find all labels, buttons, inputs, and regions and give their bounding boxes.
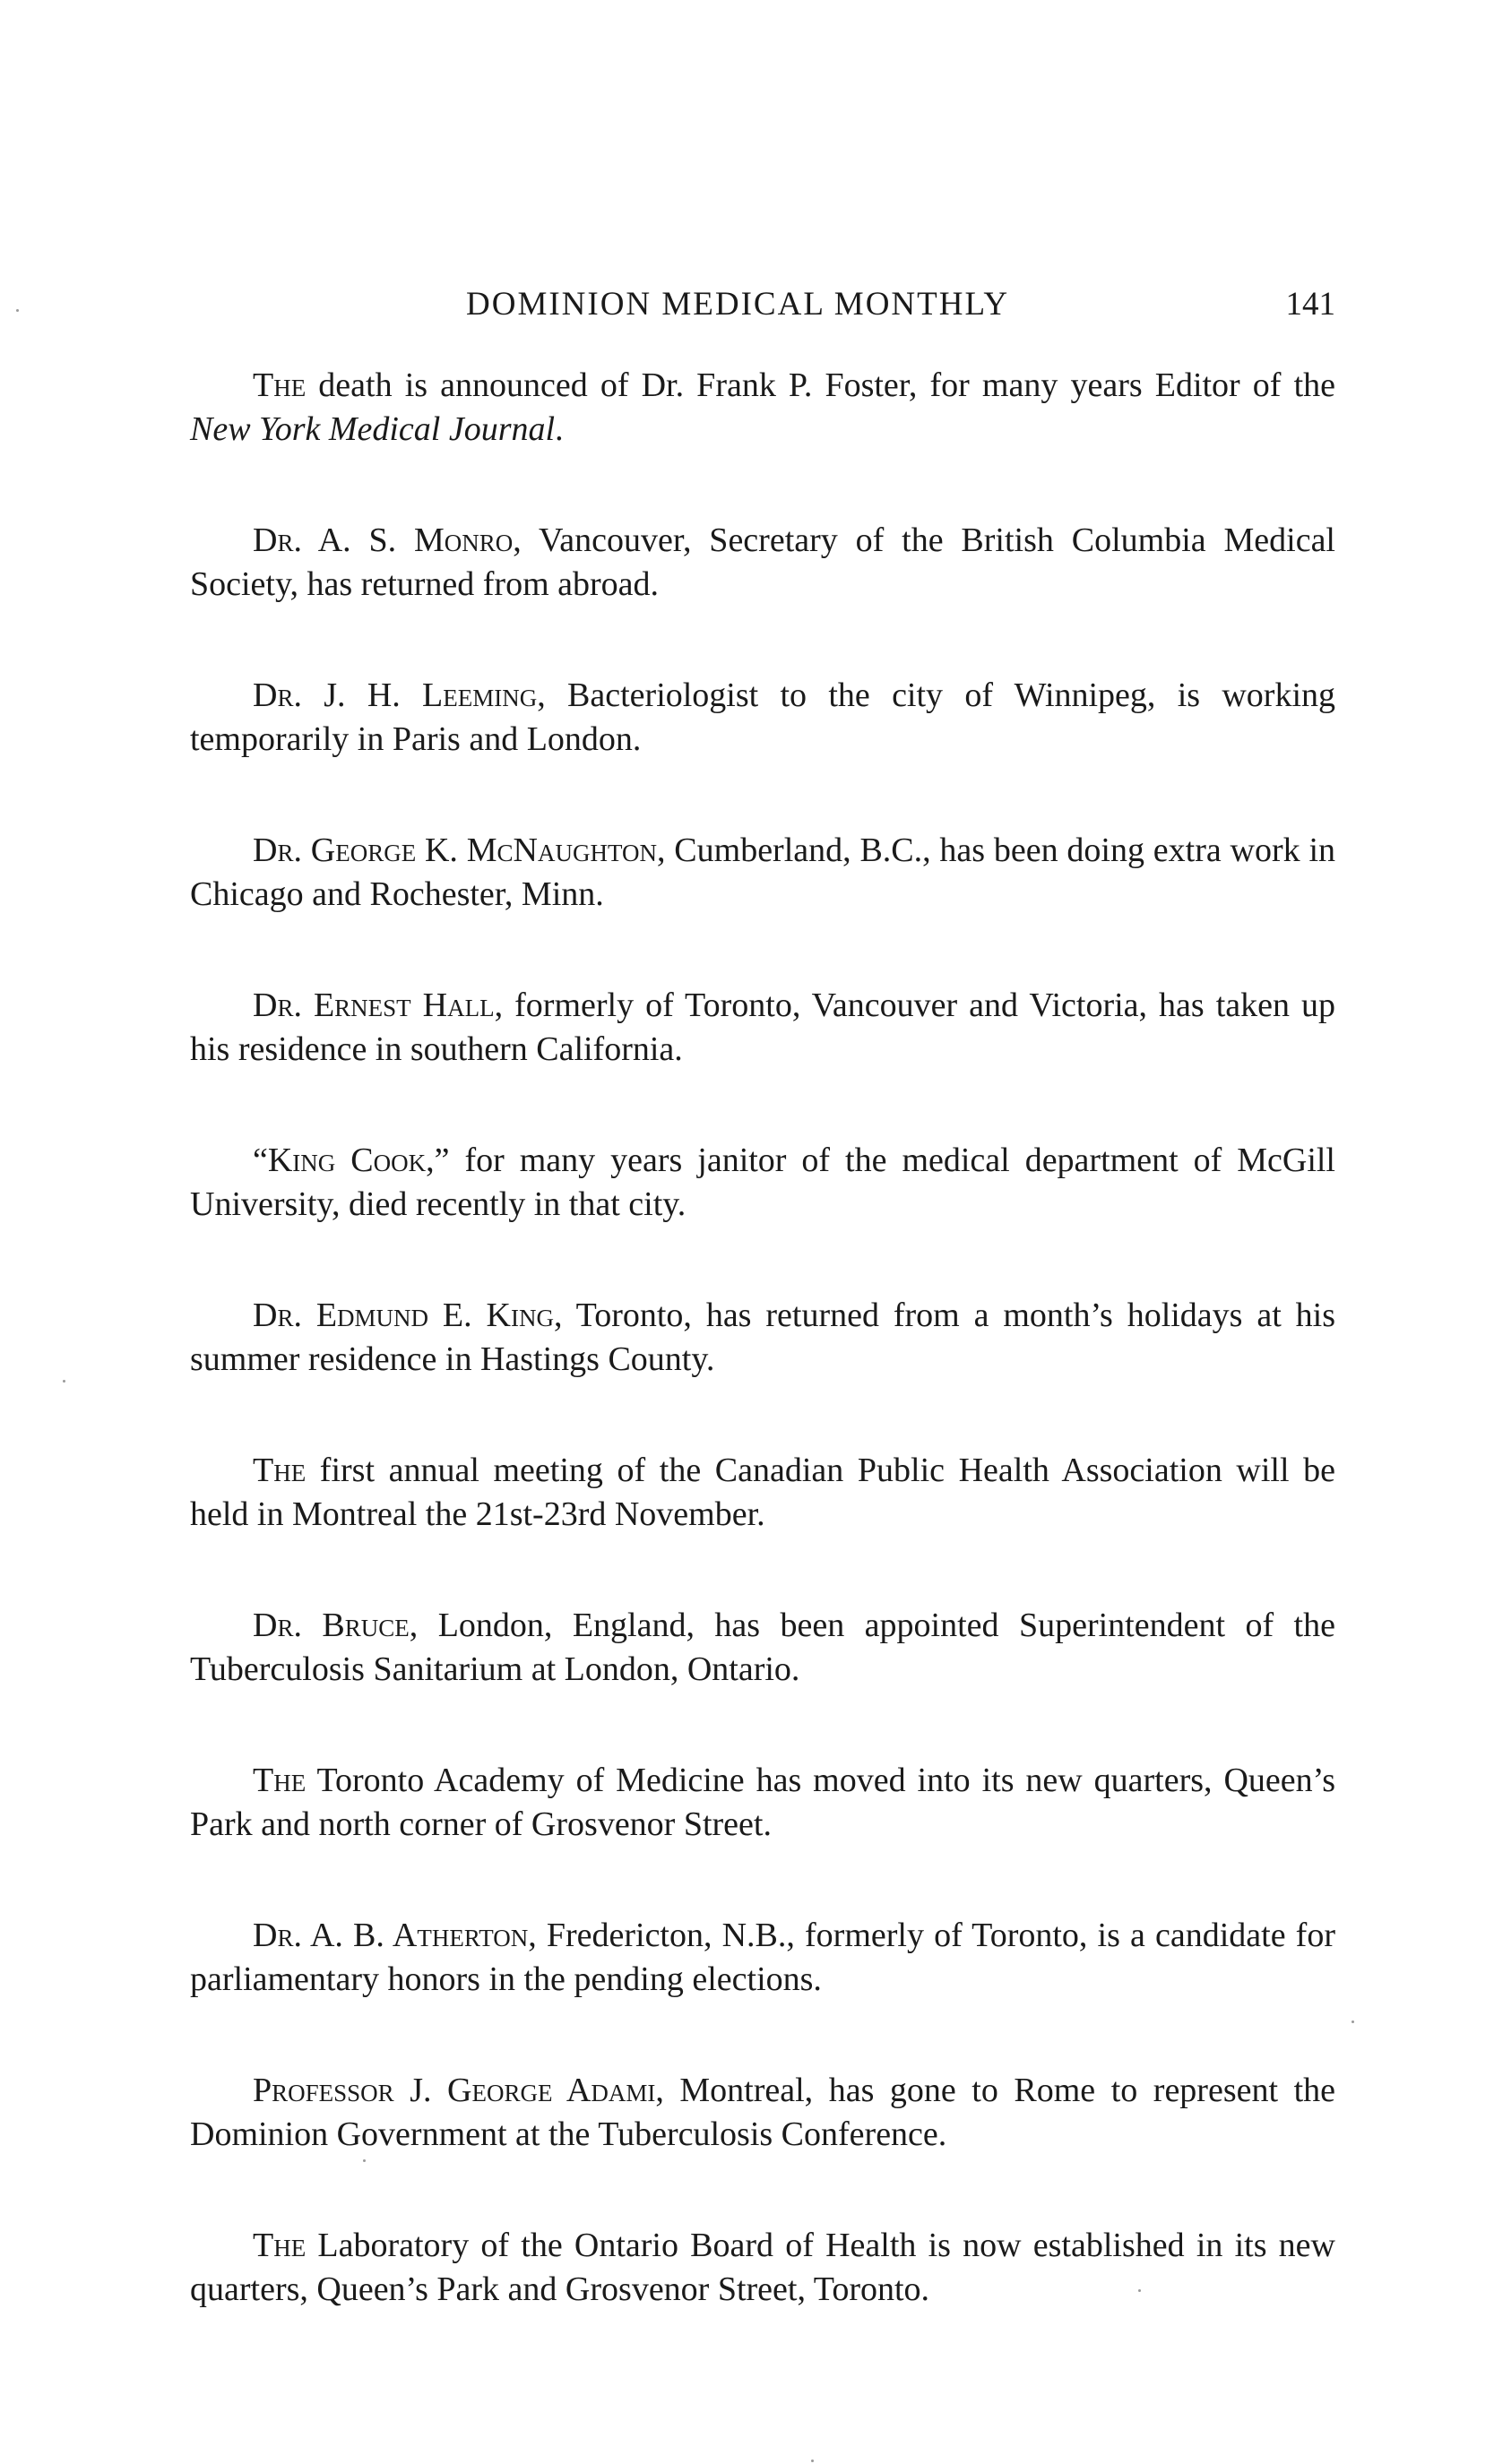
item-text: Bacteriologist to the city of Winnipeg, is working temporarily in Paris and London. <box>190 676 1335 758</box>
item-lead: Dr. Ernest Hall, <box>253 986 504 1024</box>
scan-speck <box>363 2159 366 2162</box>
news-item <box>190 829 1335 917</box>
item-lead: Professor J. George Adami, <box>253 2072 664 2109</box>
scan-speck <box>16 309 19 312</box>
page-header <box>190 285 1335 335</box>
item-text: Toronto, has returned from a month’s holidays at his summer residence in Hastings County. <box>190 1297 1335 1378</box>
item-text: Laboratory of the Ontario Board of Health is now established in its new quarters, Queen’s Park and Grosvenor Street, Toronto. <box>190 2227 1335 2308</box>
news-item <box>190 1139 1335 1227</box>
item-text: first annual meeting of the Canadian Public Health Association will be held in Montreal the 21st-23rd November. <box>190 1452 1335 1533</box>
item-lead: Dr. A. B. Atherton, <box>253 1917 537 1954</box>
news-column <box>190 364 1335 2379</box>
item-text: Cumberland, B.C., has been doing extra work in Chicago and Rochester, Minn. <box>190 831 1335 913</box>
item-lead: The <box>253 2227 307 2264</box>
news-item <box>190 984 1335 1072</box>
item-text: formerly of Toronto, Vancouver and Victoria, has taken up his residence in southern California. <box>190 986 1335 1068</box>
item-text: Toronto Academy of Medicine has moved into its new quarters, Queen’s Park and north corner of Grosvenor Street. <box>190 1762 1335 1843</box>
item-text-end: . <box>555 410 564 448</box>
journal-title: New York Medical Journal <box>190 410 556 448</box>
news-item <box>190 1449 1335 1537</box>
item-text: Fredericton, N.B., formerly of Toronto, is a candidate for parliamentary honors in the pending elections. <box>190 1917 1335 1998</box>
scan-speck <box>1138 2289 1141 2292</box>
item-lead: Dr. Bruce, <box>253 1607 419 1644</box>
news-item <box>190 1759 1335 1847</box>
item-lead: “King Cook,” <box>253 1142 450 1179</box>
item-lead: Dr. J. H. Leeming, <box>253 676 546 714</box>
running-head: DOMINION MEDICAL MONTHLY <box>466 286 1010 323</box>
item-lead: The <box>253 1762 307 1799</box>
news-item <box>190 364 1335 452</box>
news-item <box>190 2224 1335 2312</box>
item-text: for many years janitor of the medical department of McGill University, died recently in that city. <box>190 1142 1335 1223</box>
item-lead: Dr. George K. McNaughton, <box>253 831 666 869</box>
scan-speck <box>811 2460 814 2462</box>
news-item <box>190 1604 1335 1692</box>
news-item <box>190 519 1335 607</box>
news-item <box>190 1914 1335 2002</box>
item-text: Vancouver, Secretary of the British Columbia Medical Society, has returned from abroad. <box>190 521 1335 603</box>
item-text: London, England, has been appointed Superintendent of the Tuberculosis Sanitarium at London, Ontario. <box>190 1607 1335 1688</box>
item-lead: Dr. A. S. Monro, <box>253 521 522 559</box>
news-item <box>190 1294 1335 1382</box>
item-lead: Dr. Edmund E. King, <box>253 1297 563 1334</box>
item-lead: The <box>253 366 307 404</box>
news-item <box>190 674 1335 762</box>
item-lead: The <box>253 1452 307 1489</box>
item-text: Montreal, has gone to Rome to represent the Dominion Government at the Tuberculosis Conference. <box>190 2072 1335 2153</box>
news-item <box>190 2069 1335 2157</box>
scan-speck <box>63 1380 65 1383</box>
page-number: 141 <box>1285 286 1335 323</box>
item-text: death is announced of Dr. Frank P. Foster, for many years Editor of the <box>306 366 1335 404</box>
scan-speck <box>1352 2020 1354 2023</box>
